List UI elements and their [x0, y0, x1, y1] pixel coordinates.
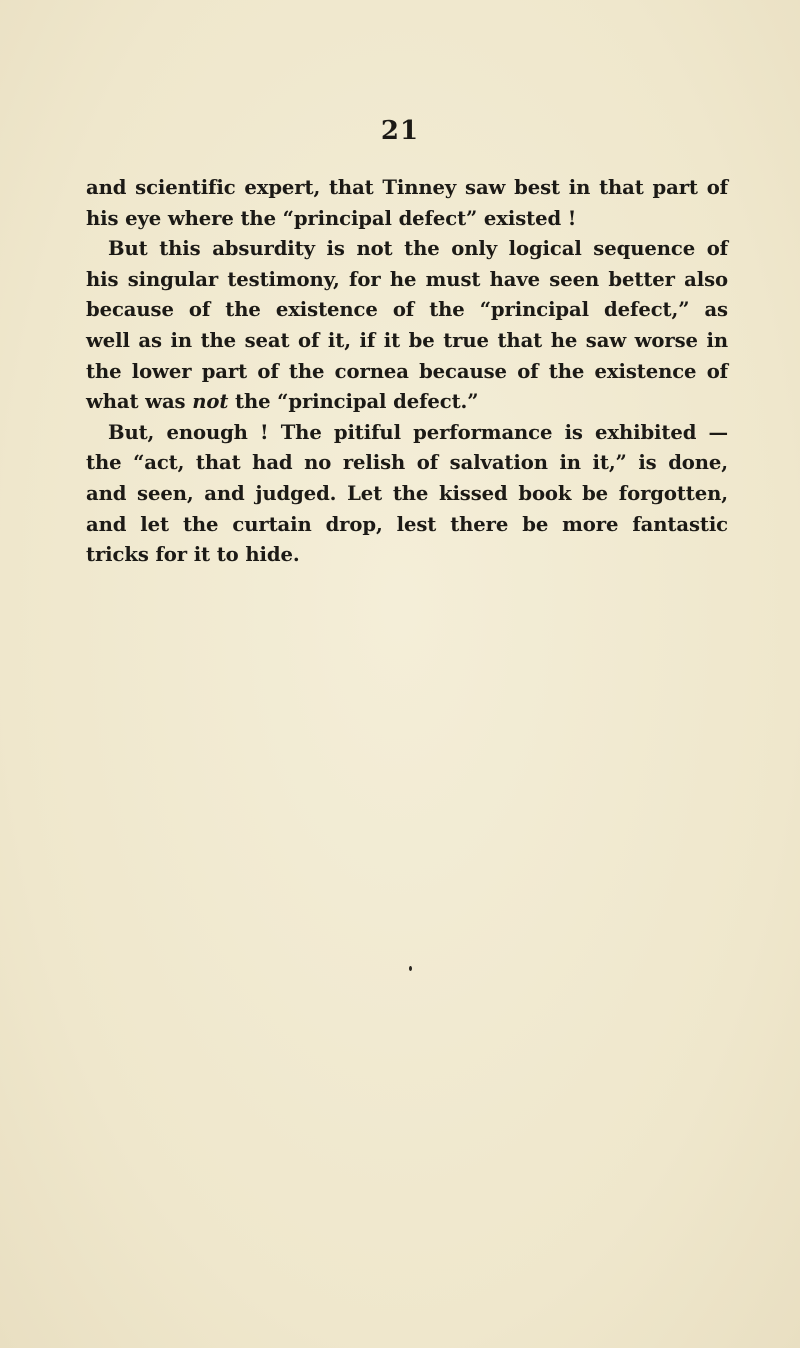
- text-line: the lower part of the cornea because of the existence of: [86, 359, 728, 383]
- text-line: his singular testimony, for he must have seen better also: [86, 267, 728, 291]
- text-line: well as in the seat of it, if it be true that he saw worse in: [86, 328, 728, 352]
- text-line: tricks for it to hide.: [86, 543, 300, 567]
- text-run: what was: [86, 390, 193, 414]
- text-run: the “principal defect.”: [228, 390, 479, 414]
- paper-speck: [409, 966, 412, 971]
- text-line: But this absurdity is not the only logical sequence of: [108, 237, 728, 261]
- emphasized-word: not: [192, 390, 229, 414]
- text-line: [86, 387, 728, 418]
- text-line: and let the curtain drop, lest there be more fantastic: [86, 512, 728, 536]
- text-line: the “act, that had no relish of salvation in it,” is done,: [86, 451, 728, 475]
- text-line: and seen, and judged. Let the kissed book be forgotten,: [86, 481, 728, 505]
- text-line: because of the existence of the “principal defect,” as: [86, 298, 728, 322]
- body-text: [86, 173, 728, 571]
- text-line: But, enough ! The pitiful performance is exhibited —: [108, 420, 728, 444]
- text-line: his eye where the “principal defect” existed !: [86, 206, 577, 230]
- text-line: and scientific expert, that Tinney saw best in that part of: [86, 176, 728, 199]
- page-number: 21: [380, 116, 420, 146]
